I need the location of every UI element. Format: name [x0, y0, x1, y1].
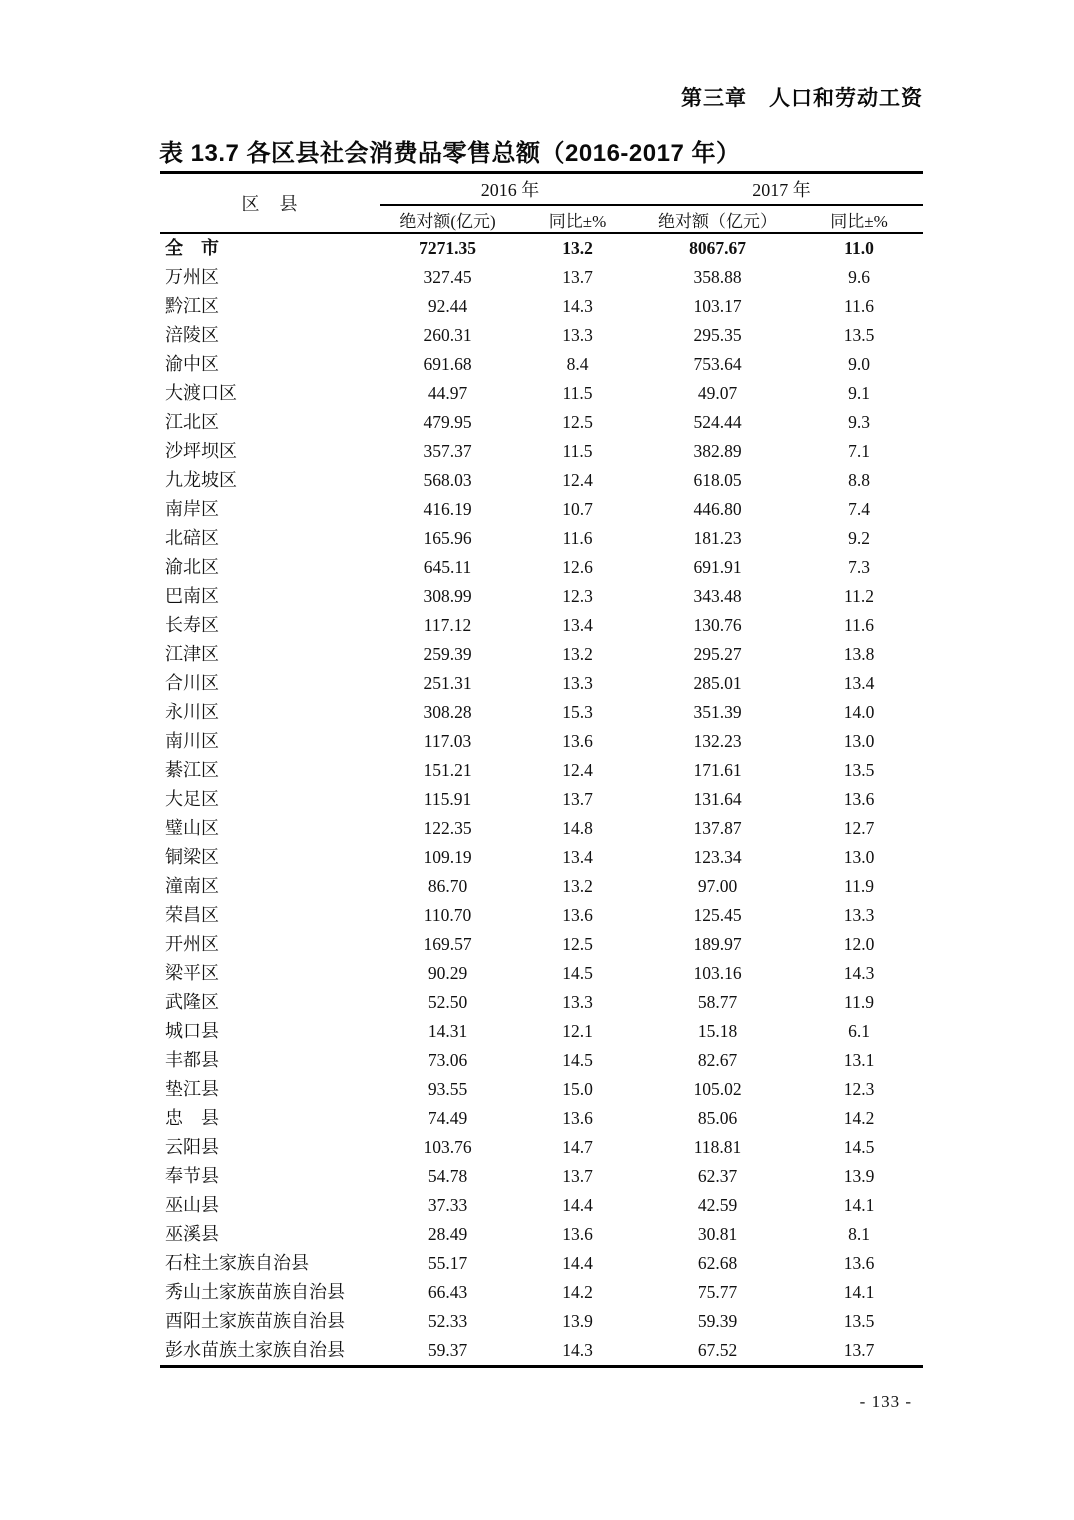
region-cell: 石柱土家族自治县	[165, 1253, 309, 1273]
region-cell: 北碚区	[165, 528, 219, 548]
column-header-value-2017: 绝对额（亿元）	[658, 211, 777, 231]
rate-2017-cell: 11.0	[844, 238, 874, 258]
region-cell: 涪陵区	[165, 325, 219, 345]
rate-2016-cell: 12.1	[562, 1021, 593, 1041]
region-cell: 长寿区	[165, 615, 219, 635]
value-2016-cell: 92.44	[427, 296, 468, 316]
rate-2017-cell: 13.1	[843, 1050, 875, 1070]
value-2017-cell: 137.87	[693, 818, 742, 838]
table-row	[160, 263, 923, 292]
value-2016-cell: 117.12	[423, 615, 472, 635]
value-2016-cell: 86.70	[427, 876, 468, 896]
table-row	[160, 930, 923, 959]
value-2017-cell: 753.64	[693, 354, 742, 374]
rate-2016-cell: 12.5	[562, 934, 593, 954]
table-row	[160, 292, 923, 321]
rate-2016-cell: 14.3	[562, 1340, 593, 1360]
page-number: - 133 -	[859, 1392, 912, 1411]
value-2016-cell: 479.95	[423, 412, 472, 432]
data-table	[160, 171, 923, 1368]
region-cell: 大足区	[165, 789, 219, 809]
rate-2017-cell: 14.2	[843, 1108, 875, 1128]
value-2016-cell: 37.33	[427, 1195, 468, 1215]
value-2017-cell: 295.35	[693, 325, 742, 345]
value-2017-cell: 618.05	[693, 470, 742, 490]
region-cell: 永川区	[165, 702, 219, 722]
rate-2016-cell: 14.4	[562, 1195, 593, 1215]
table-row	[160, 1162, 923, 1191]
column-header-value-2016: 绝对额(亿元)	[399, 211, 496, 231]
table-row	[160, 524, 923, 553]
table-row	[160, 437, 923, 466]
rate-2017-cell: 14.1	[843, 1195, 875, 1215]
rate-2017-cell: 13.3	[843, 905, 875, 925]
region-cell: 巴南区	[165, 586, 219, 606]
value-2017-cell: 343.48	[693, 586, 742, 606]
region-cell: 渝中区	[165, 354, 219, 374]
value-2016-cell: 14.31	[427, 1021, 468, 1041]
region-cell: 九龙坡区	[165, 470, 237, 490]
value-2017-cell: 189.97	[693, 934, 742, 954]
value-2017-cell: 181.23	[693, 528, 742, 548]
value-2016-cell: 117.03	[423, 731, 472, 751]
value-2016-cell: 308.28	[423, 702, 472, 722]
rate-2016-cell: 10.7	[562, 499, 593, 519]
value-2016-cell: 691.68	[423, 354, 472, 374]
table-row	[160, 1278, 923, 1307]
rate-2016-cell: 11.5	[562, 441, 593, 461]
region-cell: 丰都县	[165, 1050, 219, 1070]
region-cell: 武隆区	[165, 992, 219, 1012]
region-cell: 彭水苗族土家族自治县	[165, 1340, 345, 1360]
region-cell: 合川区	[165, 673, 219, 693]
column-header-region: 区 县	[241, 194, 299, 214]
table-row	[160, 1133, 923, 1162]
region-cell: 沙坪坝区	[165, 441, 237, 461]
rate-2016-cell: 11.6	[562, 528, 593, 548]
table-header	[160, 173, 923, 234]
region-cell: 开州区	[165, 934, 219, 954]
table-row	[160, 1046, 923, 1075]
value-2017-cell: 285.01	[693, 673, 742, 693]
table-row	[160, 988, 923, 1017]
rate-2016-cell: 13.6	[562, 1108, 593, 1128]
value-2016-cell: 52.33	[427, 1311, 468, 1331]
rate-2017-cell: 11.9	[844, 992, 874, 1012]
value-2016-cell: 416.19	[423, 499, 472, 519]
table-row	[160, 814, 923, 843]
region-cell: 璧山区	[165, 818, 219, 838]
table-title: 表 13.7 各区县社会消费品零售总额（2016-2017 年）	[159, 140, 741, 167]
value-2017-cell: 171.61	[693, 760, 742, 780]
region-cell: 秀山土家族苗族自治县	[165, 1282, 345, 1302]
table-row	[160, 495, 923, 524]
value-2017-cell: 118.81	[693, 1137, 742, 1157]
region-cell: 酉阳土家族苗族自治县	[165, 1311, 345, 1331]
value-2017-cell: 105.02	[693, 1079, 742, 1099]
rate-2016-cell: 13.7	[562, 267, 593, 287]
table-row	[160, 756, 923, 785]
table-row	[160, 350, 923, 379]
rate-2017-cell: 8.8	[848, 470, 870, 490]
value-2017-cell: 295.27	[693, 644, 742, 664]
value-2016-cell: 103.76	[423, 1137, 472, 1157]
rate-2017-cell: 13.6	[843, 789, 875, 809]
value-2017-cell: 62.37	[697, 1166, 738, 1186]
value-2017-cell: 446.80	[693, 499, 742, 519]
rate-2017-cell: 9.2	[848, 528, 870, 548]
table-body	[160, 233, 923, 1367]
region-cell: 万州区	[165, 267, 219, 287]
table-row	[160, 698, 923, 727]
region-cell: 云阳县	[165, 1137, 219, 1157]
rate-2016-cell: 13.2	[562, 238, 593, 258]
value-2017-cell: 125.45	[693, 905, 742, 925]
table-row	[160, 1307, 923, 1336]
value-2017-cell: 58.77	[697, 992, 738, 1012]
value-2017-cell: 103.17	[693, 296, 742, 316]
rate-2017-cell: 13.7	[843, 1340, 875, 1360]
rate-2017-cell: 13.9	[843, 1166, 875, 1186]
value-2016-cell: 151.21	[423, 760, 472, 780]
column-header-rate-2016: 同比±%	[548, 211, 607, 231]
region-cell: 铜梁区	[165, 847, 219, 867]
value-2017-cell: 358.88	[693, 267, 742, 287]
rate-2016-cell: 15.3	[562, 702, 593, 722]
column-header-year-2016: 2016 年	[380, 173, 640, 206]
table-row	[160, 1220, 923, 1249]
value-2016-cell: 73.06	[427, 1050, 468, 1070]
rate-2017-cell: 13.8	[843, 644, 875, 664]
table-row	[160, 611, 923, 640]
value-2016-cell: 327.45	[423, 267, 472, 287]
value-2017-cell: 62.68	[697, 1253, 738, 1273]
rate-2016-cell: 14.3	[562, 296, 593, 316]
chapter-header: 第三章 人口和劳动工资	[681, 87, 923, 110]
value-2017-cell: 382.89	[693, 441, 742, 461]
rate-2017-cell: 9.1	[848, 383, 870, 403]
rate-2017-cell: 7.3	[848, 557, 870, 577]
rate-2017-cell: 14.5	[843, 1137, 875, 1157]
rate-2016-cell: 14.8	[562, 818, 593, 838]
region-cell: 江津区	[165, 644, 219, 664]
value-2017-cell: 67.52	[697, 1340, 738, 1360]
region-cell: 奉节县	[165, 1166, 219, 1186]
rate-2016-cell: 13.3	[562, 992, 593, 1012]
rate-2016-cell: 14.7	[562, 1137, 593, 1157]
rate-2016-cell: 13.6	[562, 905, 593, 925]
rate-2017-cell: 13.0	[843, 847, 875, 867]
rate-2017-cell: 13.5	[843, 760, 875, 780]
rate-2016-cell: 12.5	[562, 412, 593, 432]
table-row	[160, 1104, 923, 1133]
rate-2016-cell: 13.2	[562, 644, 593, 664]
table-row	[160, 785, 923, 814]
region-cell: 南川区	[165, 731, 219, 751]
rate-2016-cell: 15.0	[562, 1079, 593, 1099]
value-2017-cell: 97.00	[697, 876, 738, 896]
value-2016-cell: 259.39	[423, 644, 472, 664]
rate-2016-cell: 12.4	[562, 470, 593, 490]
region-cell: 綦江区	[165, 760, 219, 780]
value-2016-cell: 54.78	[427, 1166, 468, 1186]
table-row	[160, 843, 923, 872]
rate-2017-cell: 12.3	[843, 1079, 875, 1099]
rate-2017-cell: 9.0	[848, 354, 870, 374]
region-cell: 渝北区	[165, 557, 219, 577]
rate-2017-cell: 11.6	[844, 296, 874, 316]
rate-2016-cell: 13.9	[562, 1311, 593, 1331]
table-row	[160, 640, 923, 669]
value-2016-cell: 55.17	[427, 1253, 468, 1273]
table-row	[160, 553, 923, 582]
table-row	[160, 872, 923, 901]
rate-2017-cell: 14.3	[843, 963, 875, 983]
rate-2016-cell: 12.3	[562, 586, 593, 606]
value-2016-cell: 90.29	[427, 963, 468, 983]
table-row	[160, 959, 923, 988]
rate-2017-cell: 11.6	[844, 615, 874, 635]
rate-2017-cell: 13.5	[843, 1311, 875, 1331]
region-cell: 荣昌区	[165, 905, 219, 925]
rate-2017-cell: 14.1	[843, 1282, 875, 1302]
region-cell: 全 市	[165, 238, 219, 258]
value-2016-cell: 357.37	[423, 441, 472, 461]
value-2017-cell: 82.67	[697, 1050, 738, 1070]
rate-2016-cell: 13.3	[562, 325, 593, 345]
rate-2017-cell: 13.0	[843, 731, 875, 751]
value-2016-cell: 59.37	[427, 1340, 468, 1360]
rate-2016-cell: 13.2	[562, 876, 593, 896]
region-cell: 垫江县	[165, 1079, 219, 1099]
table-row	[160, 727, 923, 756]
region-cell: 黔江区	[165, 296, 219, 316]
rate-2017-cell: 13.4	[843, 673, 875, 693]
rate-2016-cell: 14.5	[562, 963, 593, 983]
value-2016-cell: 7271.35	[419, 238, 476, 258]
column-header-rate-2017: 同比±%	[830, 211, 888, 231]
rate-2016-cell: 8.4	[566, 354, 589, 374]
value-2017-cell: 131.64	[693, 789, 742, 809]
value-2017-cell: 59.39	[697, 1311, 738, 1331]
value-2016-cell: 260.31	[423, 325, 472, 345]
value-2017-cell: 85.06	[697, 1108, 738, 1128]
region-cell: 巫山县	[165, 1195, 219, 1215]
value-2017-cell: 8067.67	[689, 238, 746, 258]
value-2016-cell: 115.91	[423, 789, 472, 809]
table-row	[160, 1017, 923, 1046]
table-row	[160, 1249, 923, 1278]
column-header-year-2017: 2017 年	[640, 173, 923, 206]
table-row	[160, 1075, 923, 1104]
region-cell: 梁平区	[165, 963, 219, 983]
table-row	[160, 1191, 923, 1220]
value-2016-cell: 93.55	[427, 1079, 468, 1099]
value-2016-cell: 109.19	[423, 847, 472, 867]
value-2016-cell: 308.99	[423, 586, 472, 606]
rate-2017-cell: 8.1	[848, 1224, 870, 1244]
value-2017-cell: 123.34	[693, 847, 742, 867]
table-row	[160, 582, 923, 611]
rate-2016-cell: 12.6	[562, 557, 593, 577]
value-2017-cell: 524.44	[693, 412, 742, 432]
table-row	[160, 466, 923, 495]
value-2016-cell: 568.03	[423, 470, 472, 490]
rate-2016-cell: 13.6	[562, 731, 593, 751]
region-cell: 潼南区	[165, 876, 219, 896]
table-row	[160, 233, 923, 263]
value-2016-cell: 122.35	[423, 818, 472, 838]
value-2016-cell: 169.57	[423, 934, 472, 954]
value-2017-cell: 49.07	[697, 383, 738, 403]
value-2017-cell: 103.16	[693, 963, 742, 983]
rate-2016-cell: 13.4	[562, 847, 593, 867]
value-2017-cell: 42.59	[697, 1195, 738, 1215]
value-2016-cell: 44.97	[427, 383, 468, 403]
value-2017-cell: 15.18	[697, 1021, 738, 1041]
rate-2016-cell: 12.4	[562, 760, 593, 780]
value-2016-cell: 66.43	[427, 1282, 468, 1302]
value-2016-cell: 74.49	[427, 1108, 468, 1128]
rate-2017-cell: 9.6	[848, 267, 870, 287]
rate-2016-cell: 13.7	[562, 789, 593, 809]
value-2016-cell: 28.49	[427, 1224, 468, 1244]
table-row	[160, 321, 923, 350]
rate-2017-cell: 13.5	[843, 325, 875, 345]
rate-2017-cell: 7.4	[848, 499, 870, 519]
rate-2016-cell: 13.4	[562, 615, 593, 635]
rate-2017-cell: 13.6	[843, 1253, 875, 1273]
rate-2016-cell: 14.5	[562, 1050, 593, 1070]
value-2017-cell: 132.23	[693, 731, 742, 751]
rate-2017-cell: 12.0	[843, 934, 875, 954]
rate-2017-cell: 6.1	[848, 1021, 870, 1041]
table-row	[160, 408, 923, 437]
rate-2016-cell: 14.4	[562, 1253, 593, 1273]
value-2017-cell: 691.91	[693, 557, 742, 577]
rate-2016-cell: 11.5	[562, 383, 593, 403]
rate-2016-cell: 13.6	[562, 1224, 593, 1244]
rate-2017-cell: 11.9	[844, 876, 874, 896]
region-cell: 大渡口区	[165, 383, 237, 403]
table-row	[160, 379, 923, 408]
rate-2016-cell: 13.3	[562, 673, 593, 693]
table-row	[160, 1336, 923, 1367]
value-2017-cell: 351.39	[693, 702, 742, 722]
region-cell: 城口县	[165, 1021, 219, 1041]
value-2016-cell: 52.50	[427, 992, 468, 1012]
rate-2017-cell: 11.2	[844, 586, 874, 606]
region-cell: 巫溪县	[165, 1224, 219, 1244]
value-2017-cell: 75.77	[697, 1282, 738, 1302]
value-2017-cell: 130.76	[693, 615, 742, 635]
rate-2017-cell: 14.0	[843, 702, 875, 722]
value-2016-cell: 110.70	[423, 905, 472, 925]
table-row	[160, 669, 923, 698]
value-2016-cell: 251.31	[423, 673, 472, 693]
rate-2017-cell: 9.3	[848, 412, 870, 432]
value-2016-cell: 165.96	[423, 528, 472, 548]
rate-2016-cell: 13.7	[562, 1166, 593, 1186]
table-row	[160, 901, 923, 930]
region-cell: 南岸区	[165, 499, 219, 519]
region-cell: 江北区	[165, 412, 219, 432]
rate-2017-cell: 7.1	[848, 441, 870, 461]
rate-2017-cell: 12.7	[843, 818, 875, 838]
region-cell: 忠 县	[165, 1108, 219, 1128]
rate-2016-cell: 14.2	[562, 1282, 593, 1302]
value-2016-cell: 645.11	[423, 557, 472, 577]
value-2017-cell: 30.81	[697, 1224, 738, 1244]
